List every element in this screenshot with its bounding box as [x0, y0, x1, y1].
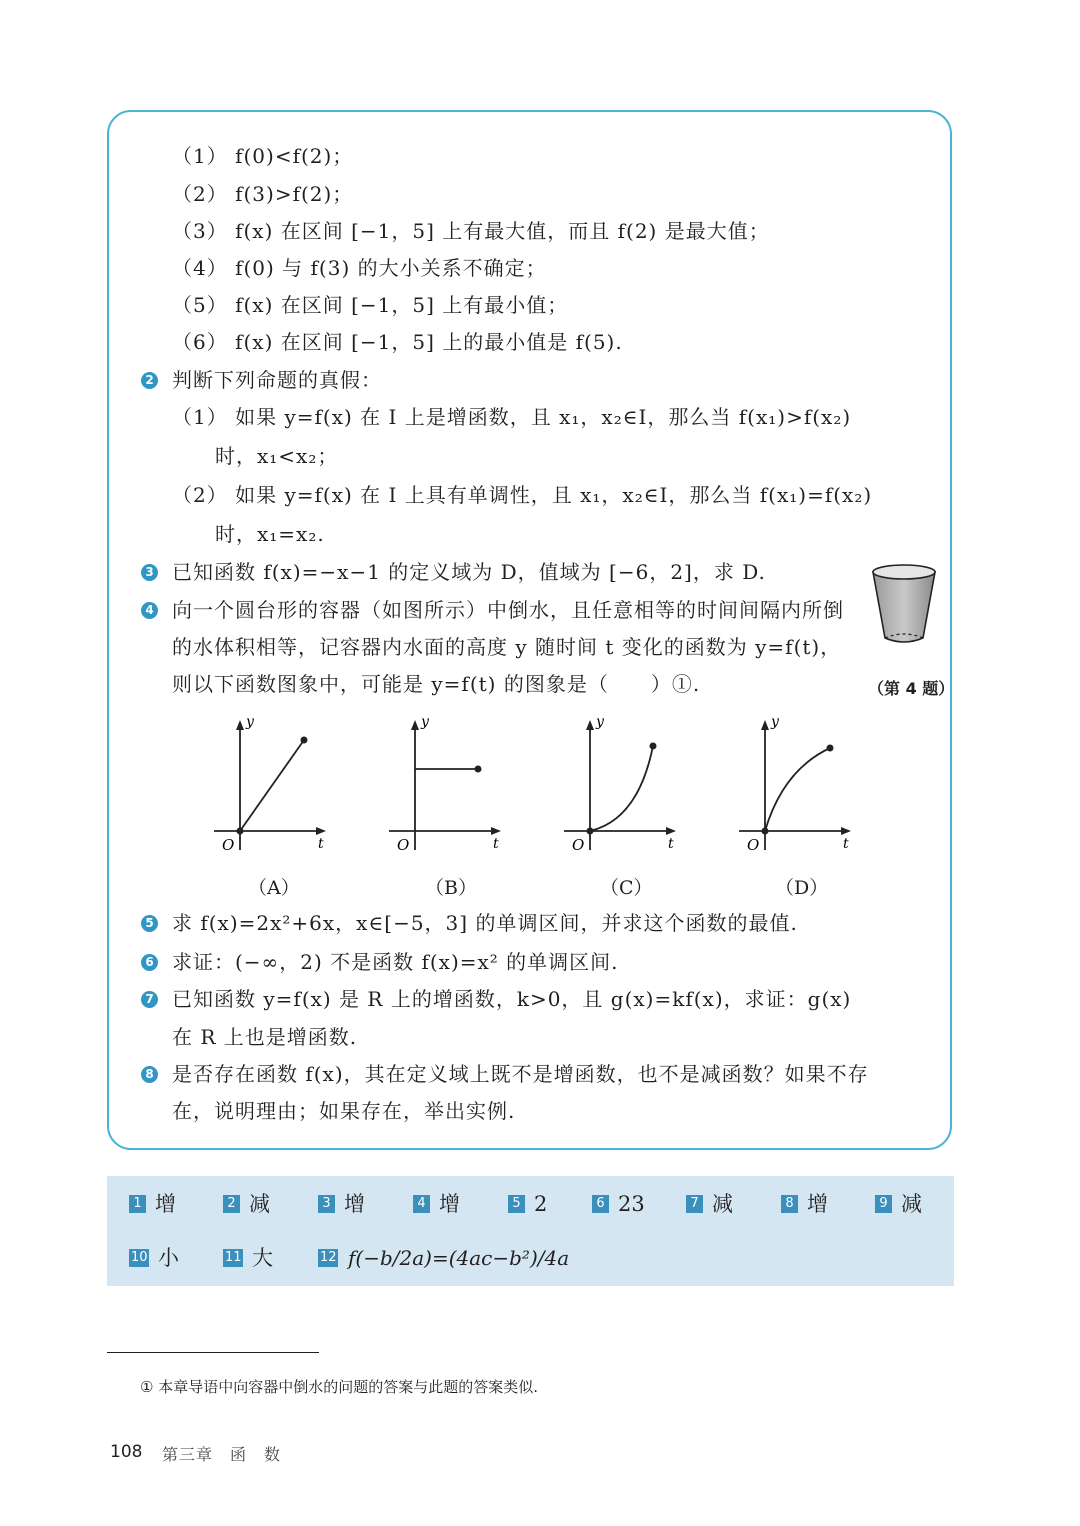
- question-6-badge: 6: [141, 954, 158, 971]
- question-7-line1: 已知函数 y=f(x) 是 R 上的增函数，k>0，且 g(x)=kf(x)，求证：g(x): [172, 987, 852, 1011]
- question-4-line2: 的水体积相等，记容器内水面的高度 y 随时间 t 变化的函数为 y=f(t)，: [172, 635, 842, 659]
- figure-caption: （第 4 题）: [868, 679, 955, 698]
- answer-key-11: 11: [225, 1250, 242, 1265]
- graph-C-origin: O: [572, 836, 585, 854]
- graph-D-curve: [765, 748, 830, 831]
- graph-A-line: [240, 740, 304, 831]
- answer-key-5: 5: [508, 1195, 525, 1213]
- answer-key-2: 2: [223, 1195, 240, 1213]
- answer-value-11: 大: [252, 1246, 273, 1270]
- answer-key-3: 3: [318, 1195, 335, 1213]
- answer-value-10: 小: [158, 1246, 179, 1270]
- answer-value-7: 减: [712, 1192, 733, 1216]
- graph-A-label: （A）: [248, 877, 300, 899]
- answer-value-2: 减: [249, 1192, 270, 1216]
- answer-key-1: 1: [129, 1195, 146, 1213]
- graph-A-y-label: y: [246, 714, 254, 730]
- answer-value-4: 增: [439, 1192, 460, 1216]
- sub-item-2: （2） f(3)>f(2)；: [172, 182, 354, 206]
- frustum-container-figure: [868, 560, 940, 652]
- answer-key-8: 8: [781, 1195, 798, 1213]
- cup-body: [873, 572, 935, 642]
- question-2-title: 判断下列命题的真假：: [172, 368, 382, 392]
- footnote-text: ① 本章导语中向容器中倒水的问题的答案与此题的答案类似.: [140, 1378, 538, 1396]
- question-3-badge: 3: [141, 564, 158, 581]
- answer-value-5: 2: [534, 1192, 548, 1216]
- graph-B-t-label: t: [493, 836, 499, 852]
- graph-B-origin: O: [397, 836, 410, 854]
- answer-value-3: 增: [344, 1192, 365, 1216]
- answer-value-1: 增: [155, 1192, 176, 1216]
- graph-D-label: （D）: [775, 877, 829, 899]
- graph-A-t-label: t: [318, 836, 324, 852]
- graph-C-t-label: t: [668, 836, 674, 852]
- question-7-badge: 7: [141, 991, 158, 1008]
- answer-key-6: 6: [592, 1195, 609, 1213]
- question-5-badge: 5: [141, 915, 158, 932]
- graph-C-y-label: y: [596, 714, 604, 730]
- chapter-title: 第三章 函 数: [162, 1445, 282, 1464]
- graph-D-origin: O: [747, 836, 760, 854]
- footnote-rule: [107, 1352, 319, 1353]
- question-8-badge: 8: [141, 1066, 158, 1083]
- graph-D-t-label: t: [843, 836, 849, 852]
- graph-C-label: （C）: [600, 877, 653, 899]
- graph-B-label: （B）: [425, 877, 477, 899]
- question-4-badge: 4: [141, 602, 158, 619]
- answer-key-4: 4: [413, 1195, 430, 1213]
- sub-item-1: （1） f(0)<f(2)；: [172, 144, 354, 168]
- question-5-text: 求 f(x)=2x²+6x，x∈[−5，3] 的单调区间，并求这个函数的最值.: [172, 911, 798, 935]
- answer-key-10: 10: [131, 1250, 148, 1265]
- sub-item-3: （3） f(x) 在区间 [−1，5] 上有最大值，而且 f(2) 是最大值；: [172, 219, 770, 243]
- graph-D: [725, 710, 865, 860]
- question-6-text: 求证：(−∞，2) 不是函数 f(x)=x² 的单调区间.: [172, 950, 619, 974]
- question-8-line2: 在，说明理由；如果存在，举出实例.: [172, 1099, 516, 1123]
- question-2-item2-cont: 时，x₁=x₂.: [215, 522, 325, 546]
- answer-key-7: 7: [686, 1195, 703, 1213]
- question-8-line1: 是否存在函数 f(x)，其在定义域上既不是增函数，也不是减函数？如果不存: [172, 1062, 869, 1086]
- graph-D-y-label: y: [771, 714, 779, 730]
- answer-value-8: 增: [807, 1192, 828, 1216]
- page-number: 108: [110, 1442, 143, 1462]
- answer-value-6: 23: [618, 1192, 645, 1216]
- question-2-item1-cont: 时，x₁<x₂；: [215, 444, 339, 468]
- sub-item-6: （6） f(x) 在区间 [−1，5] 上的最小值是 f(5).: [172, 330, 623, 354]
- answer-key-12: 12: [320, 1250, 337, 1265]
- graph-B-y-label: y: [421, 714, 429, 730]
- question-2-badge: 2: [141, 372, 158, 389]
- question-4-line3: 则以下函数图象中，可能是 y=f(t) 的图象是（ ）①.: [172, 672, 701, 696]
- answer-key-9: 9: [875, 1195, 892, 1213]
- question-3-text: 已知函数 f(x)=−x−1 的定义域为 D，值域为 [−6，2]，求 D.: [172, 560, 766, 584]
- sub-item-4: （4） f(0) 与 f(3) 的大小关系不确定；: [172, 256, 547, 280]
- graph-A: [200, 710, 340, 860]
- question-2-item2: （2） 如果 y=f(x) 在 I 上具有单调性，且 x₁，x₂∈I，那么当 f(x₁)=f(x₂): [172, 483, 873, 507]
- graph-B: [375, 710, 515, 860]
- answer-value-9: 减: [901, 1192, 922, 1216]
- graph-A-origin: O: [222, 836, 235, 854]
- sub-item-5: （5） f(x) 在区间 [−1，5] 上有最小值；: [172, 293, 569, 317]
- question-7-line2: 在 R 上也是增函数.: [172, 1025, 358, 1049]
- cup-rim: [873, 565, 935, 579]
- question-2-item1: （1） 如果 y=f(x) 在 I 上是增函数，且 x₁，x₂∈I，那么当 f(x₁)>f(x₂): [172, 405, 852, 429]
- graph-C-curve: [590, 746, 653, 831]
- graph-C: [550, 710, 690, 860]
- question-4-line1: 向一个圆台形的容器（如图所示）中倒水，且任意相等的时间间隔内所倒: [172, 598, 844, 622]
- answer-value-12: f(−b/2a)=(4ac−b²)/4a: [348, 1246, 570, 1270]
